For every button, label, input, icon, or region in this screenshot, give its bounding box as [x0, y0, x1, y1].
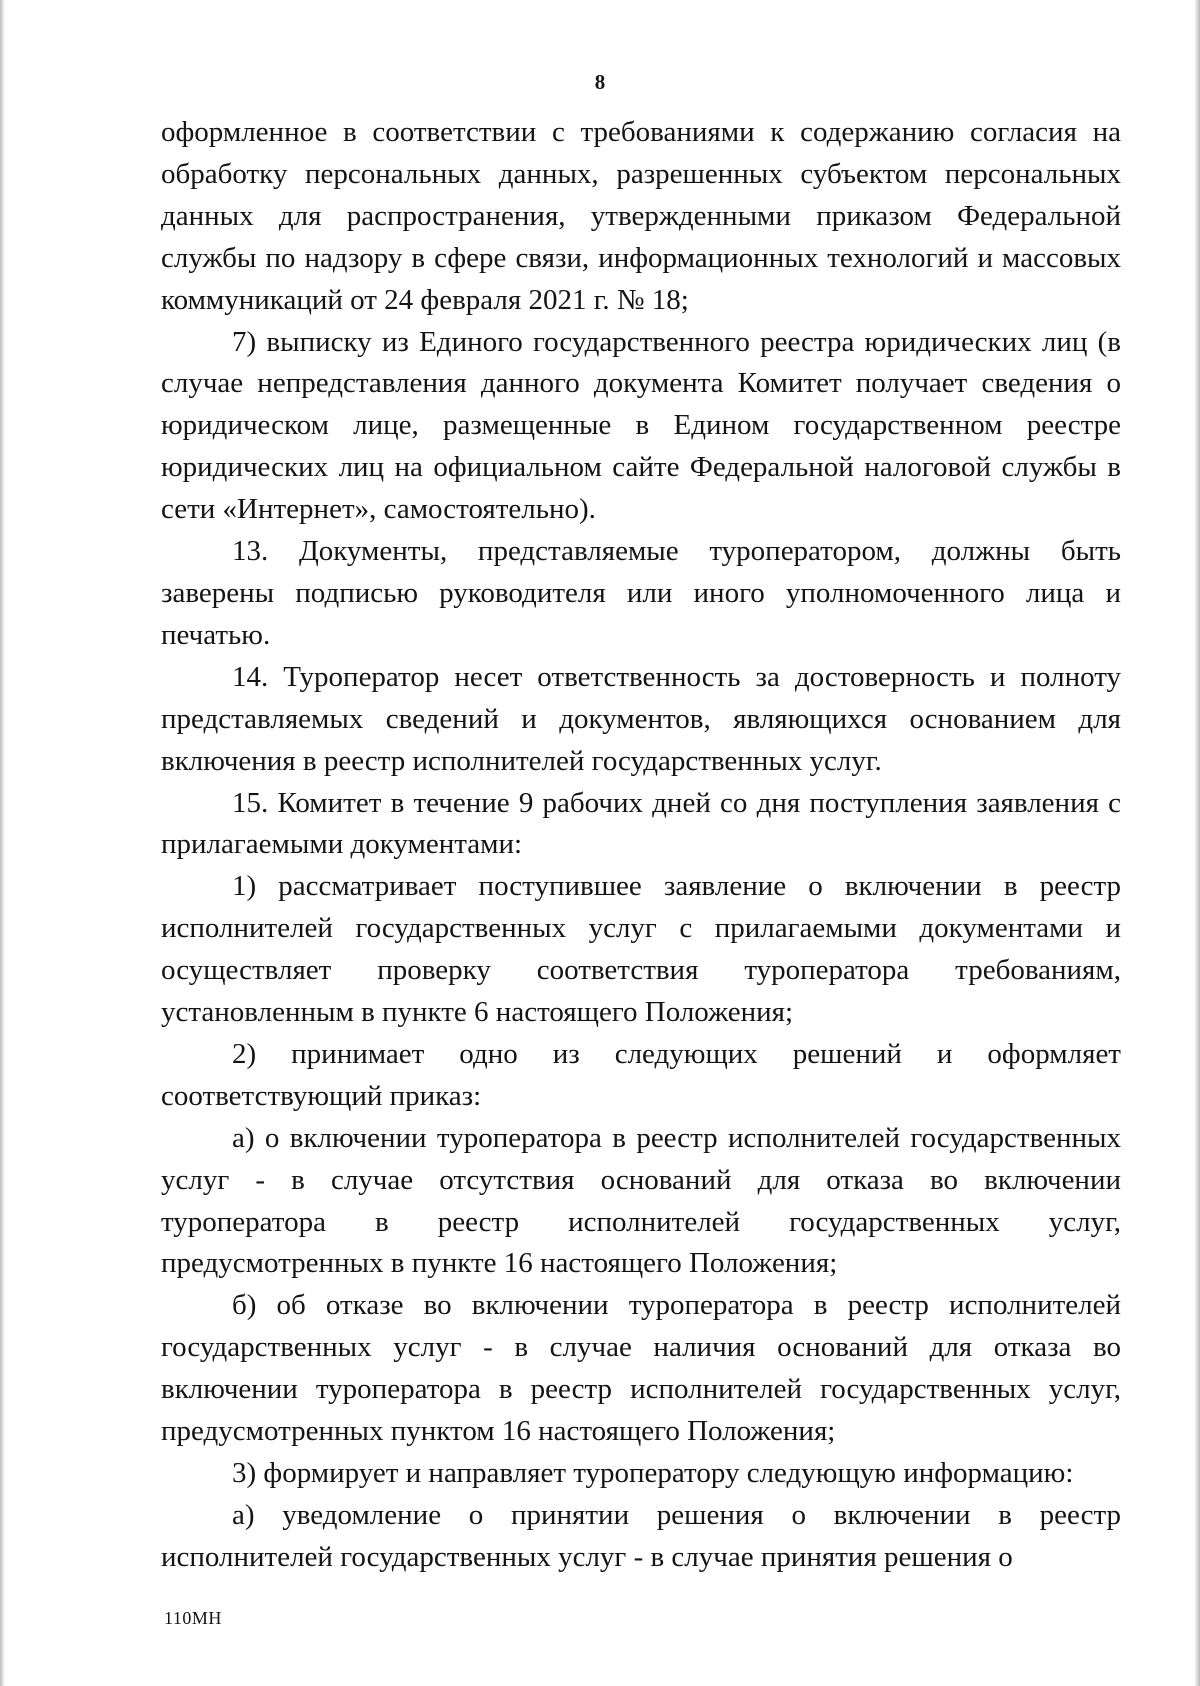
paragraph-15-2-b-refusal: б) об отказе во включении туроператора в реестр исполнителей государственных услуг - в случае наличия оснований для отказа во включении туроператора в реестр исполнителей государственных услуг, предусмотренных пунктом 16 настоящего Положения;: [161, 1289, 1121, 1448]
paragraph-15-3-notification: 3) формирует и направляет туроператору следующую информацию:: [232, 1457, 1074, 1489]
page-number: 8: [594, 70, 606, 94]
document-body: [161, 112, 1121, 1579]
scan-edge-left: [0, 0, 5, 1686]
paragraph-15-2-a-inclusion: а) о включении туроператора в реестр исполнителей государственных услуг - в случае отсутствия оснований для отказа во включении туроператора в реестр исполнителей государственных услуг, предусмотренных в пункте 16 настоящего Положения;: [161, 1121, 1121, 1280]
scan-edge-right: [1194, 0, 1200, 1686]
paragraph-consent-continuation: оформленное в соответствии с требованиями к содержанию согласия на обработку персональных данных, разрешенных субъектом персональных данных для распространения, утвержденными приказом Федеральной службы по надзору в сфере связи, информационных технологий и массовых коммуникаций от 24 февраля 2021 г. № 18;: [161, 116, 1121, 316]
paragraph-13-document-certification: 13. Документы, представляемые туроператором, должны быть заверены подписью руководителя или иного уполномоченного лица и печатью.: [161, 535, 1121, 651]
paragraph-15-2-decision: 2) принимает одно из следующих решений и оформляет соответствующий приказ:: [161, 1037, 1121, 1112]
paragraph-15-3-a-notice: а) уведомление о принятии решения о включении в реестр исполнителей государственных услуг - в случае принятия решения о: [161, 1498, 1121, 1573]
footer-document-code: 110МН: [164, 1608, 222, 1628]
paragraph-15-committee-actions: 15. Комитет в течение 9 рабочих дней со дня поступления заявления с прилагаемыми документами:: [161, 786, 1121, 861]
paragraph-15-1-review: 1) рассматривает поступившее заявление о включении в реестр исполнителей государственных услуг с прилагаемыми документами и осуществляет проверку соответствия туроператора требованиям, установленным в пункте 6 настоящего Положения;: [161, 870, 1121, 1029]
paragraph-14-responsibility: 14. Туроператор несет ответственность за достоверность и полноту представляемых сведений и документов, являющихся основанием для включения в реестр исполнителей государственных услуг.: [161, 660, 1121, 777]
paragraph-item-7-egrul-extract: 7) выписку из Единого государственного реестра юридических лиц (в случае непредставления данного документа Комитет получает сведения о юридическом лице, размещенные в Едином государственном реестре юридических лиц на официальном сайте Федеральной налоговой службы в сети «Интернет», самостоятельно).: [161, 325, 1121, 526]
